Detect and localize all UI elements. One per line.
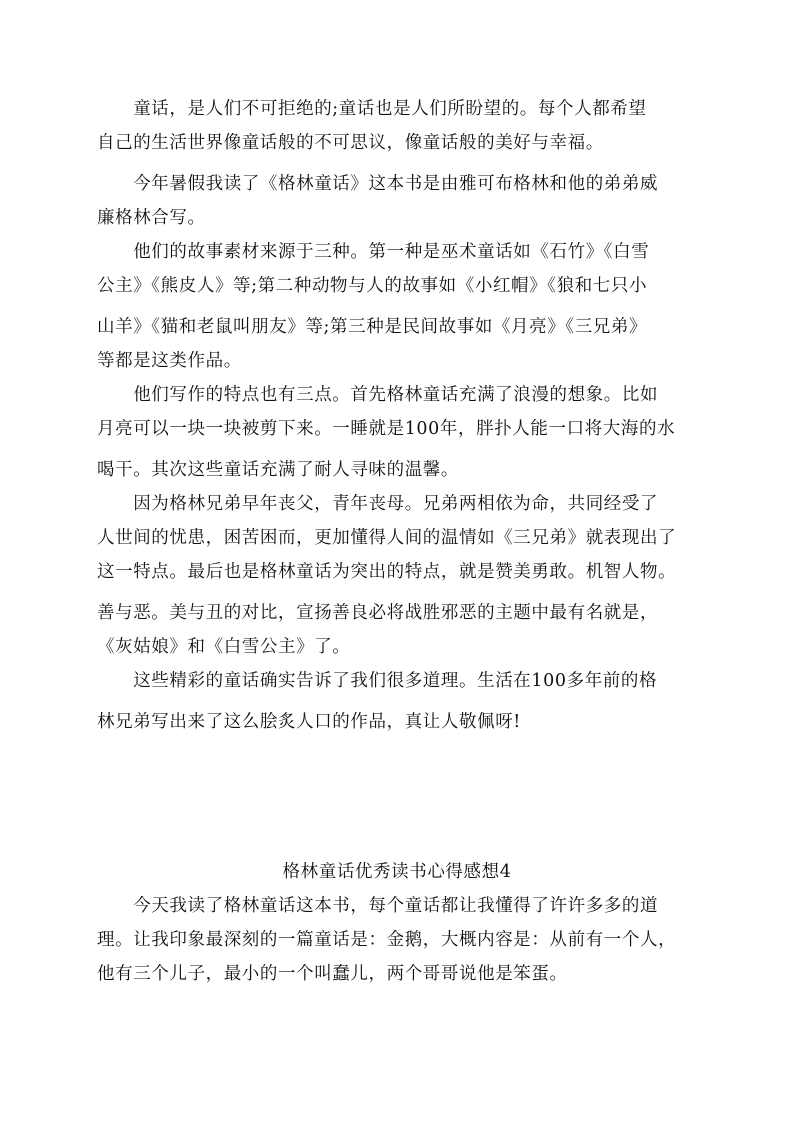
paragraph-line: 今天我读了格林童话这本书，每个童话都让我懂得了许许多多的道 xyxy=(97,896,659,916)
paragraph-line: 他们写作的特点也有三点。首先格林童话充满了浪漫的想象。比如 xyxy=(97,385,659,405)
paragraph-line: 今年暑假我读了《格林童话》这本书是由雅可布格林和他的弟弟威 xyxy=(97,174,659,194)
paragraph-line: 这些精彩的童话确实告诉了我们很多道理。生活在100多年前的格 xyxy=(97,671,658,691)
paragraph-line: 自己的生活世界像童话般的不可思议，像童话般的美好与幸福。 xyxy=(97,133,604,153)
paragraph-line: 他们的故事素材来源于三种。第一种是巫术童话如《石竹》《白雪 xyxy=(97,242,650,262)
paragraph-line: 理。让我印象最深刻的一篇童话是：金鹅，大概内容是：从前有一个人， xyxy=(97,930,677,950)
section-title: 格林童话优秀读书心得感想4 xyxy=(282,862,512,882)
paragraph-line: 人世间的忧患，困苦困而，更加懂得人间的温情如《三兄弟》就表现出了 xyxy=(97,528,677,548)
paragraph-line: 公主》《熊皮人》等;第二种动物与人的故事如《小红帽》《狼和七只小 xyxy=(97,276,648,296)
paragraph-line: 山羊》《猫和老鼠叫朋友》等;第三种是民间故事如《月亮》《三兄弟》 xyxy=(97,317,648,337)
paragraph-line: 善与恶。美与丑的对比，宣扬善良必将战胜邪恶的主题中最有名就是， xyxy=(97,603,659,623)
paragraph-line: 等都是这类作品。 xyxy=(97,351,242,371)
paragraph-line: 月亮可以一块一块被剪下来。一睡就是100年，胖扑人能一口将大海的水 xyxy=(97,419,676,439)
paragraph-line: 《灰姑娘》和《白雪公主》了。 xyxy=(97,637,351,657)
paragraph-line: 因为格林兄弟早年丧父，青年丧母。兄弟两相依为命，共同经受了 xyxy=(97,494,659,514)
paragraph-line: 童话，是人们不可拒绝的;童话也是人们所盼望的。每个人都希望 xyxy=(97,99,647,119)
paragraph-line: 这一特点。最后也是格林童话为突出的特点，就是赞美勇敢。机智人物。 xyxy=(97,562,677,582)
paragraph-line: 林兄弟写出来了这么脍炙人口的作品，真让人敬佩呀! xyxy=(97,712,521,732)
paragraph-line: 廉格林合写。 xyxy=(97,208,206,228)
paragraph-line: 他有三个儿子，最小的一个叫蠢儿，两个哥哥说他是笨蛋。 xyxy=(97,964,568,984)
paragraph-line: 喝干。其次这些童话充满了耐人寻味的温馨。 xyxy=(97,460,459,480)
